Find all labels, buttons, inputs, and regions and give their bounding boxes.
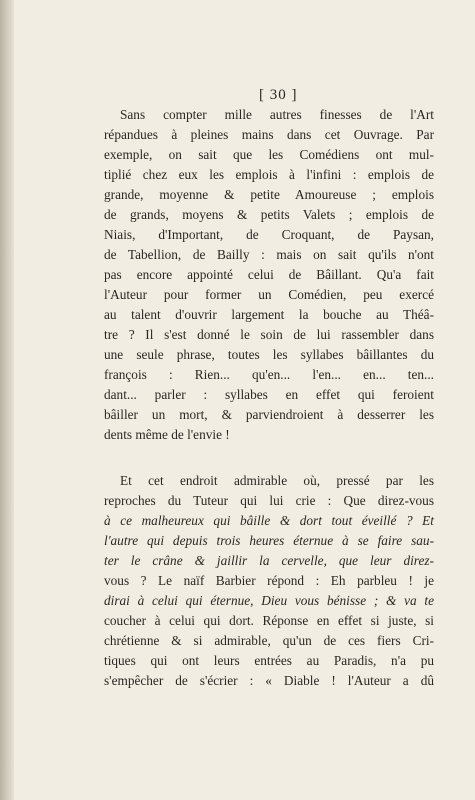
- text-line: vous ? Le naïf Barbier répond : Eh parbleu ! je: [104, 573, 434, 588]
- text-line: Et cet endroit admirable où, pressé par les: [120, 473, 434, 488]
- book-binding-shadow: [0, 0, 14, 800]
- text-line: l'autre qui depuis trois heures éternue à se faire sau-: [104, 533, 434, 548]
- text-line: de grands, moyens & petits Valets ; emplois de: [104, 207, 434, 222]
- text-line: dents même de l'envie !: [104, 427, 230, 442]
- text-line: dirai à celui qui éternue, Dieu vous bénisse ; & va te: [104, 593, 434, 608]
- text-line: au talent d'ouvrir largement la bouche au Théâ-: [104, 307, 434, 322]
- text-line: coucher à celui qui dort. Réponse en effet si juste, si: [104, 613, 434, 628]
- text-line: tiplié chez eux les emplois à l'infini : emplois de: [104, 167, 434, 182]
- text-line: l'Auteur pour former un Comédien, peu exercé: [104, 287, 434, 302]
- text-line: ter le crâne & jaillir la cervelle, que leur direz-: [104, 553, 434, 568]
- text-line: reproches du Tuteur qui lui crie : Que direz-vous: [104, 493, 434, 508]
- text-line: chrétienne & si admirable, qu'un de ces fiers Cri-: [104, 633, 434, 648]
- text-line: tre ? Il s'est donné le soin de lui rassembler dans: [104, 327, 434, 342]
- text-line: exemple, on sait que les Comédiens ont mul-: [104, 147, 434, 162]
- text-line: répandues à pleines mains dans cet Ouvrage. Par: [104, 127, 434, 142]
- text-line: Niais, d'Important, de Croquant, de Paysan,: [104, 227, 434, 242]
- text-line: dant... parler : syllabes en effet qui feroient: [104, 387, 434, 402]
- text-line: une seule phrase, toutes les syllabes bâillantes du: [104, 347, 434, 362]
- text-line: de Tabellion, de Bailly : mais on sait qu'ils n'ont: [104, 247, 434, 262]
- page-number: [ 30 ]: [259, 87, 298, 103]
- text-line: grande, moyenne & petite Amoureuse ; emplois: [104, 187, 434, 202]
- text-line: bâiller un mort, & parviendroient à desserrer les: [104, 407, 434, 422]
- text-line: s'empêcher de s'écrier : « Diable ! l'Auteur a dû: [104, 673, 434, 688]
- text-line: tiques qui ont leurs entrées au Paradis, n'a pu: [104, 653, 434, 668]
- text-line: françois : Rien... qu'en... l'en... en... ten...: [104, 367, 434, 382]
- text-line: pas encore appointé celui de Bâillant. Qu'a fait: [104, 267, 434, 282]
- text-line: Sans compter mille autres finesses de l'Art: [120, 107, 434, 122]
- text-line: à ce malheureux qui bâille & dort tout éveillé ? Et: [104, 513, 434, 528]
